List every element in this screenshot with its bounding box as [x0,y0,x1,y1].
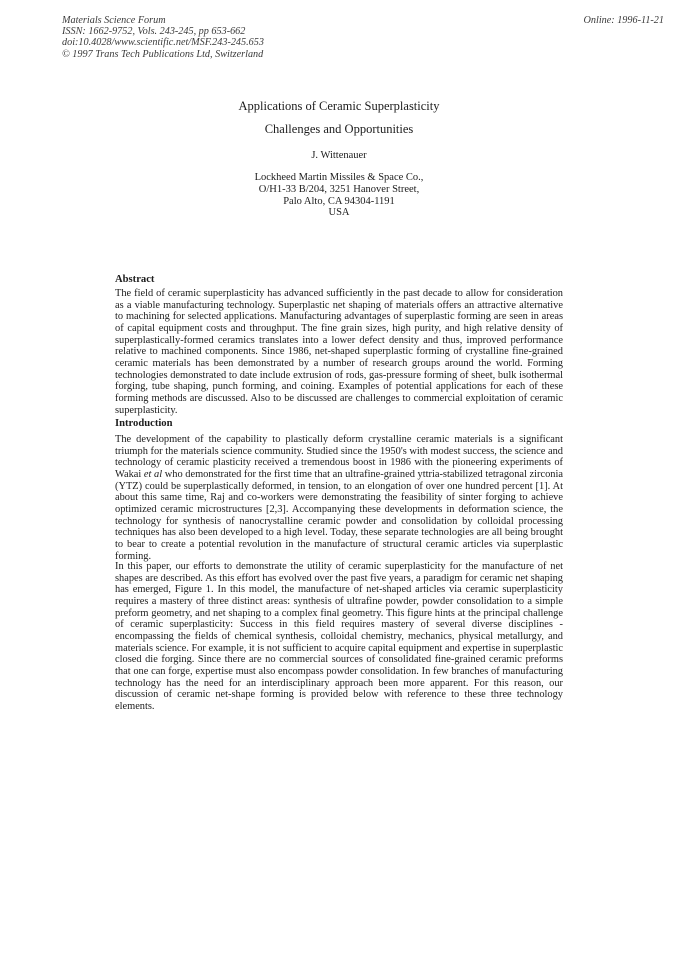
issn-line: ISSN: 1662-9752, Vols. 243-245, pp 653-662 [62,26,246,38]
publication-header [62,15,264,60]
affiliation-line: USA [328,207,350,219]
introduction-heading: Introduction [115,418,173,429]
abstract-paragraph: The field of ceramic superplasticity has advanced sufficiently in the past decade to allow for consideration as a viable manufacturing technology. Superplastic net shaping of materials offers an attractive alternative to machining for selected applications. Manufacturing advantages of superplastic forming are seen in areas of capital equipment costs and throughput. The fine grain sizes, high purity, and high relative density of superplastically-formed ceramics translates into a lower defect density and thus, improved performance relative to machined components. Since 1986, net-shaped superplastic forming of crystalline fine-grained ceramic materials has been demonstrated by a number of research groups around the world. Forming technologies demonstrated to date include extrusion of rods, gas-pressure forming of sheet, bulk isothermal forging, tube shaping, punch forming, and coining. Examples of potential applications for each of these forming methods are discussed. Also to be discussed are challenges to commercial exploitation of ceramic superplasticity. [115,288,563,416]
author-name: J. Wittenauer [311,150,367,161]
online-date: Online: 1996-11-21 [583,15,664,26]
intro-p2-text: In this paper, our efforts to demonstrate the utility of ceramic superplasticity for the manufacture of net shapes are described. As this effort has evolved over the past five years, a paradigm for ceramic net shaping has emerged, Figure 1. In this model, the manufacture of net-shaped articles via ceramic superplasticity requires a mastery of three distinct areas: synthesis of ultrafine powder, powder consolidation to a simple preform geometry, and net shaping to a complex final geometry. This figure hints at the principal challenge of ceramic superplasticity: Success in this field requires mastery of several diverse disciplines - encompassing the fields of chemical synthesis, colloidal chemistry, mechanics, physical metallurgy, and materials science. For example, it is not sufficient to acquire capital equipment and expertise in superplastic closed die forging. Since there are no commercial sources of consolidated fine-grained ceramic preforms that one can forge, expertise must also encompass powder consolidation. In few branches of manufacturing technology has the need for an interdisciplinary approach been more apparent. For this reason, our discussion of ceramic net-shape forming is provided below with reference to these three technology elements. [115,561,563,712]
affiliation [0,172,678,219]
affiliation-line: Palo Alto, CA 94304-1191 [283,195,395,207]
paper-subtitle: Challenges and Opportunities [264,122,414,136]
introduction-paragraph-2 [115,561,563,713]
affiliation-line: O/H1-33 B/204, 3251 Hanover Street, [258,183,420,195]
affiliation-line: Lockheed Martin Missiles & Space Co., [254,172,424,183]
introduction-paragraph-1 [115,434,563,562]
abstract-text [115,288,563,416]
journal-name: Materials Science Forum [62,15,166,26]
et-al-italic: et al [143,468,163,480]
paper-title: Applications of Ceramic Superplasticity [238,99,440,113]
copyright-line: © 1997 Trans Tech Publications Ltd, Switzerland [62,48,264,60]
intro-p1-end: who demonstrated for the first time that an ultrafine-grained yttria-stabilized tetragonal zirconia (YTZ) could be superplastically deformed, in tension, to an elongation of over one hundred percent [1]. At about this same time, Raj and co-workers were demonstrating the feasibility of sinter forging to achieve optimized ceramic microstructures [2,3]. Accompanying these developments in deformation science, the technology for synthesis of nanocrystalline ceramic powder and consolidation by colloidal processing techniques has also been developed to a high level. Today, these separate technologies are all being brought to bear to create a potential revolution in the manufacture of structural ceramic articles via superplastic forming. [115,468,563,562]
abstract-heading: Abstract [115,274,155,285]
intro-p1-start: The development of the capability to plastically deform crystalline ceramic materials is a significant triumph for the materials science community. Studied since the 1950's with modest success, the science and technology of ceramic plasticity received a tremendous boost in 1986 with the pioneering experiments of Wakai [115,434,563,480]
doi-line: doi:10.4028/www.scientific.net/MSF.243-245.653 [62,37,264,49]
